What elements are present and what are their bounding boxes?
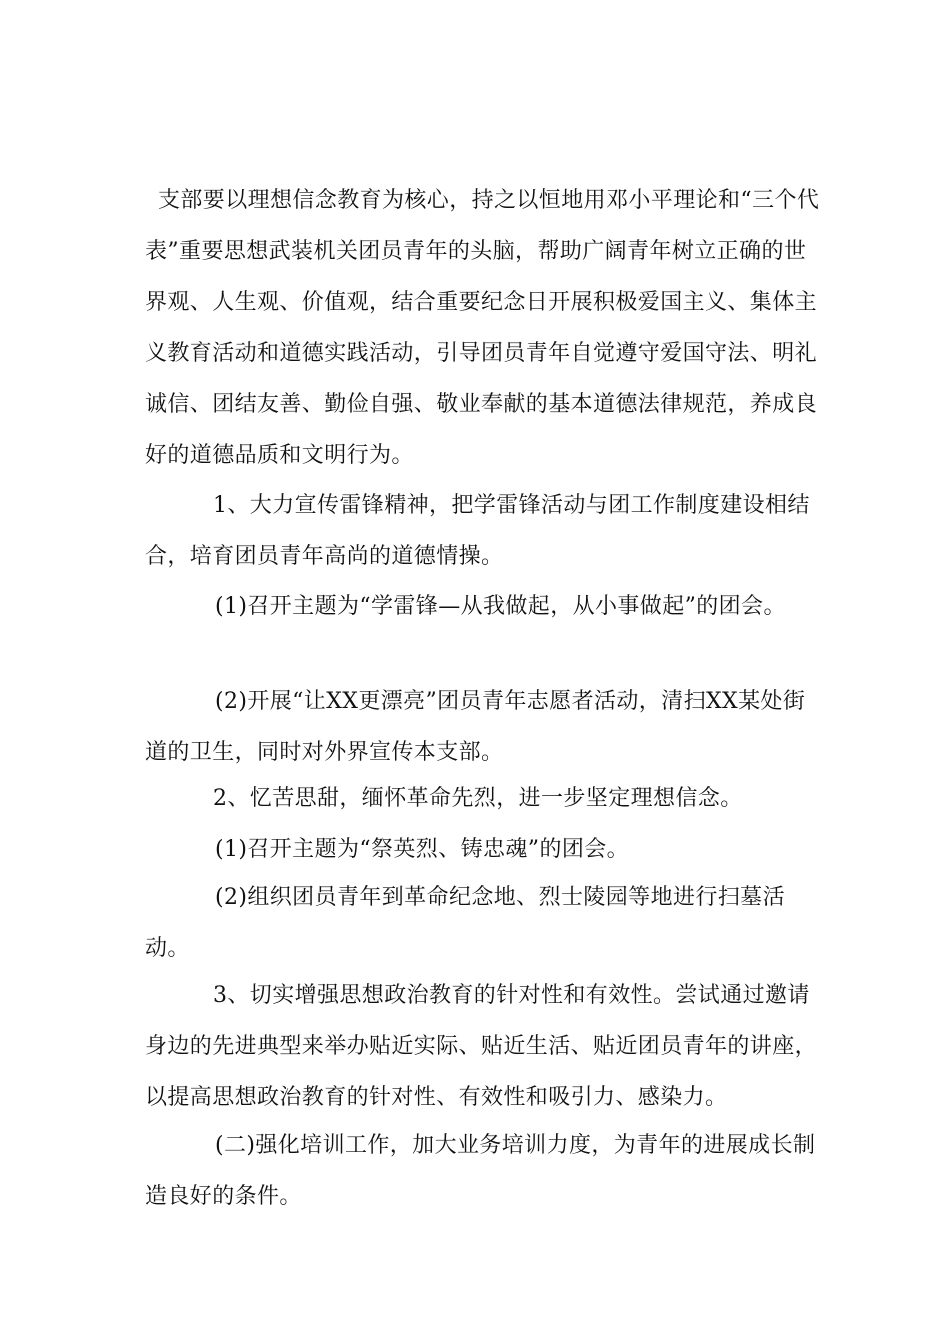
paragraph-item-1-1: (1)召开主题为“学雷锋—从我做起，从小事做起”的团会。 (215, 594, 786, 619)
paragraph-item-2: 2、忆苦思甜，缅怀革命先烈，进一步坚定理想信念。 (213, 786, 743, 811)
paragraph-section-2: (二)强化培训工作，加大业务培训力度，为青年的进展成长制造良好的条件。 (145, 1133, 816, 1209)
paragraph-item-2-1: (1)召开主题为“祭英烈、铸忠魂”的团会。 (215, 837, 630, 862)
paragraph-item-1-2: (2)开展“让XX更漂亮”团员青年志愿者活动，清扫XX某处街道的卫生，同时对外界宣传本支部。 (145, 689, 806, 765)
paragraph-item-1: 1、大力宣传雷锋精神，把学雷锋活动与团工作制度建设相结合，培育团员青年高尚的道德情操。 (145, 493, 810, 569)
paragraph-item-2-2: (2)组织团员青年到革命纪念地、烈士陵园等地进行扫墓活动。 (145, 885, 785, 961)
paragraph-item-3: 3、切实增强思想政治教育的针对性和有效性。尝试通过邀请身边的先进典型来举办贴近实际、贴近生活、贴近团员青年的讲座，以提高思想政治教育的针对性、有效性和吸引力、感染力。 (145, 983, 818, 1110)
paragraph-intro: 支部要以理想信念教育为核心，持之以恒地用邓小平理论和“三个代表”重要思想武装机关团员青年的头脑，帮助广阔青年树立正确的世界观、人生观、价值观，结合重要纪念日开展积极爱国主义、集体主义教育活动和道德实践活动，引导团员青年自觉遵守爱国守法、明礼诚信、团结友善、勤俭自强、敬业奉献的基本道德法律规范，养成良好的道德品质和文明行为。 (145, 188, 820, 468)
